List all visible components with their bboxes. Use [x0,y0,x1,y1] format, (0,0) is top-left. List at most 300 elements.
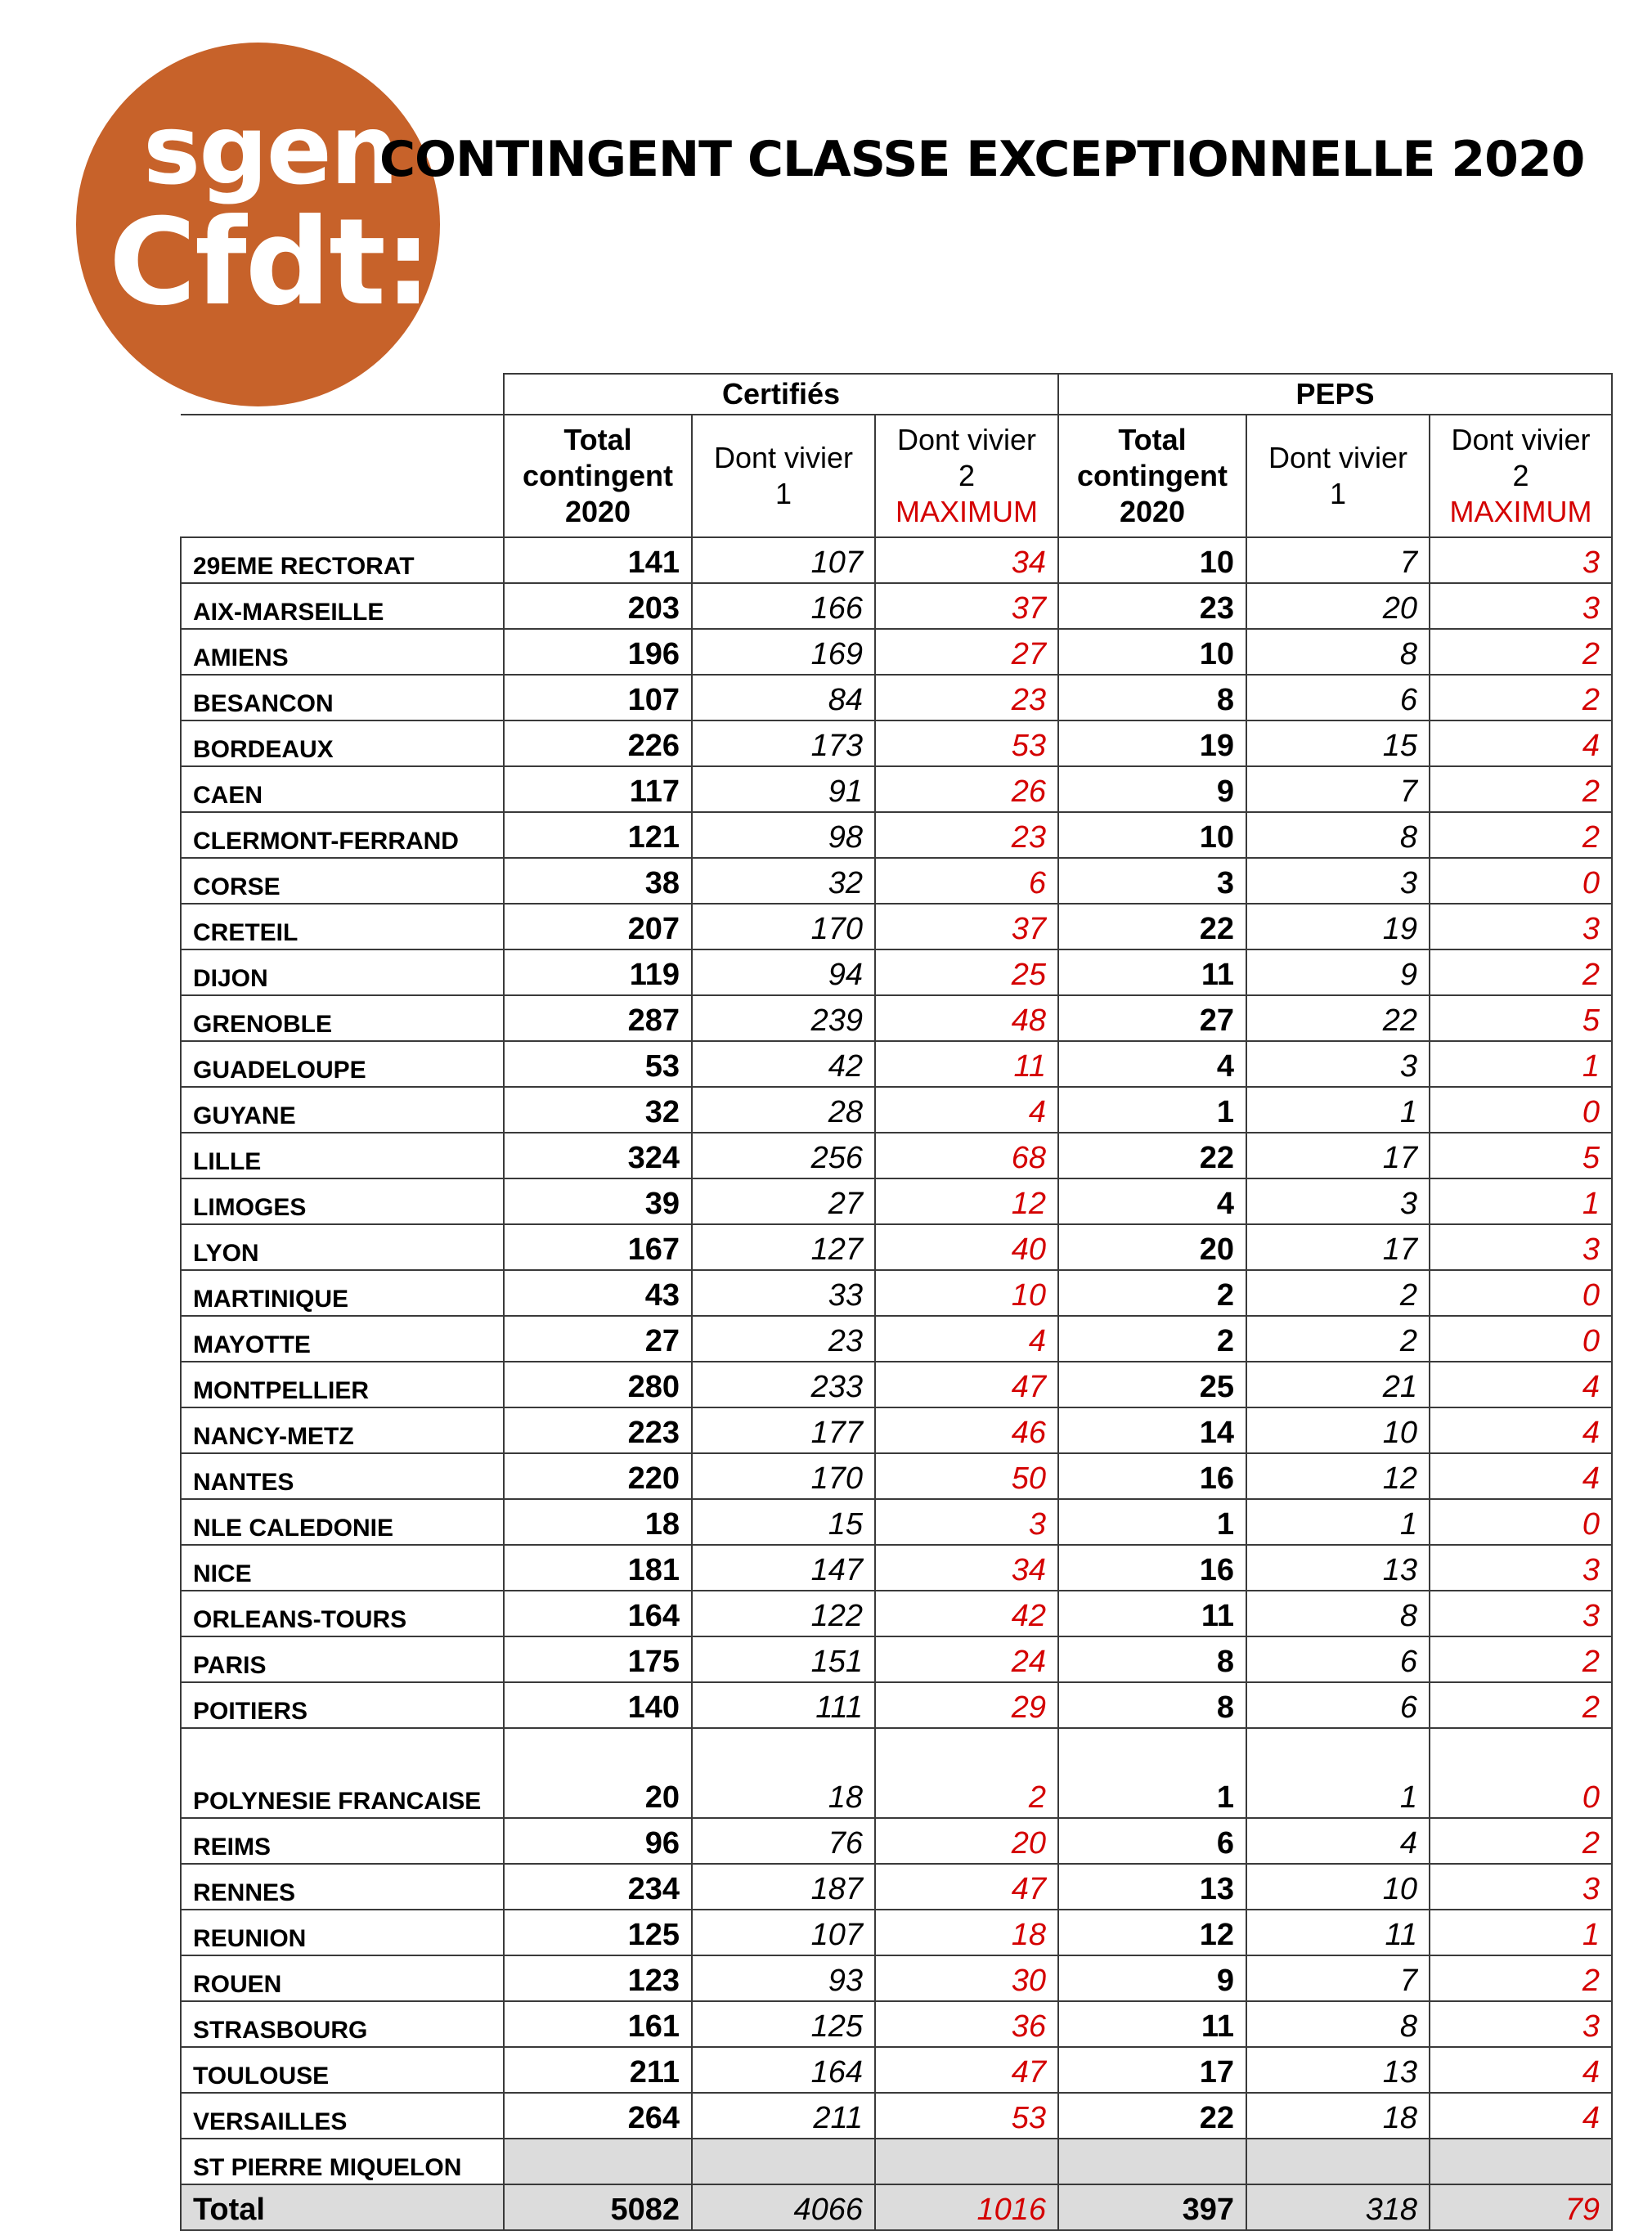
academie-name: POLYNESIE FRANCAISE [181,1728,504,1818]
cell-certifies-total: 223 [504,1407,692,1453]
cell-certifies-vivier1: 151 [692,1636,875,1682]
table-row [181,1087,1612,1133]
cell-peps-vivier2: 2 [1430,1636,1612,1682]
header-peps-total: Total contingent 2020 [1058,415,1246,537]
cell-certifies-total: 121 [504,812,692,858]
total-peps-vivier1: 318 [1246,2184,1430,2230]
table-row [181,1682,1612,1728]
cell-peps-total: 11 [1058,949,1246,995]
academie-name: CLERMONT-FERRAND [181,812,504,858]
total-peps-vivier2: 79 [1430,2184,1612,2230]
cell-certifies-total: 196 [504,629,692,675]
cell-peps-vivier2: 0 [1430,1270,1612,1316]
cell-certifies-vivier2: 11 [875,1041,1058,1087]
cell-peps-vivier1: 11 [1246,1910,1430,1955]
academie-name: MARTINIQUE [181,1270,504,1316]
academie-name: VERSAILLES [181,2093,504,2139]
academie-name: LYON [181,1224,504,1270]
cell-peps-total: 8 [1058,1682,1246,1728]
table-row [181,1453,1612,1499]
cell-peps-vivier1: 6 [1246,1636,1430,1682]
table-row [181,1728,1612,1818]
cell-peps-vivier1: 1 [1246,1499,1430,1545]
cell-certifies-total: 207 [504,904,692,949]
cell-peps-total: 13 [1058,1864,1246,1910]
cell-certifies-vivier2: 10 [875,1270,1058,1316]
cell-peps-vivier2: 2 [1430,1818,1612,1864]
cell-certifies-total: 280 [504,1362,692,1407]
cell-certifies-vivier1: 147 [692,1545,875,1591]
cell-peps-vivier1: 17 [1246,1133,1430,1178]
cell-certifies-total: 96 [504,1818,692,1864]
cell-certifies-total: 167 [504,1224,692,1270]
header-certifies-total: Total contingent 2020 [504,415,692,537]
cell-peps-total: 22 [1058,904,1246,949]
cell-peps-vivier2: 2 [1430,949,1612,995]
cell-peps-vivier1: 20 [1246,583,1430,629]
cell-peps-vivier2: 4 [1430,2093,1612,2139]
cell-certifies-vivier2: 23 [875,812,1058,858]
cell-certifies-vivier2: 46 [875,1407,1058,1453]
cell-certifies-vivier1: 23 [692,1316,875,1362]
cell-certifies-total: 264 [504,2093,692,2139]
cell-peps-vivier2: 1 [1430,1178,1612,1224]
academie-name: POITIERS [181,1682,504,1728]
cell-peps-total: 16 [1058,1545,1246,1591]
cell-certifies-vivier1: 122 [692,1591,875,1636]
cell-certifies-total: 324 [504,1133,692,1178]
cell-certifies-total: 164 [504,1591,692,1636]
cell-certifies-vivier2: 34 [875,537,1058,583]
group-header-certifies: Certifiés [504,374,1058,415]
cell-peps-vivier2: 4 [1430,1362,1612,1407]
cell-certifies-vivier1: 18 [692,1728,875,1818]
header-certifies-vivier2: Dont vivier 2 MAXIMUM [875,415,1058,537]
cell-certifies-total: 161 [504,2001,692,2047]
table-row [181,949,1612,995]
cell-certifies-total: 220 [504,1453,692,1499]
cell-certifies-vivier2: 12 [875,1178,1058,1224]
cell-peps-vivier1: 1 [1246,1087,1430,1133]
cell-certifies-total: 32 [504,1087,692,1133]
cell-peps-vivier2: 4 [1430,720,1612,766]
table-row [181,537,1612,583]
cell-peps-total: 25 [1058,1362,1246,1407]
cell-certifies-total: 117 [504,766,692,812]
cell-peps-vivier1: 8 [1246,2001,1430,2047]
cell-peps-vivier1: 13 [1246,2047,1430,2093]
academie-name: MAYOTTE [181,1316,504,1362]
cell-peps-vivier2: 2 [1430,629,1612,675]
academie-name: GUYANE [181,1087,504,1133]
total-label: Total [181,2184,504,2230]
cell-peps-vivier2: 3 [1430,1864,1612,1910]
cell-certifies-vivier2: 37 [875,904,1058,949]
cell-certifies-vivier2: 30 [875,1955,1058,2001]
cell-peps-vivier2: 0 [1430,858,1612,904]
table-row [181,1818,1612,1864]
cell-certifies-vivier2: 42 [875,1591,1058,1636]
table-row [181,2001,1612,2047]
cell-certifies-vivier1: 32 [692,858,875,904]
cell-certifies-total: 181 [504,1545,692,1591]
cell-certifies-vivier1: 15 [692,1499,875,1545]
academie-name: NANCY-METZ [181,1407,504,1453]
column-header-row [181,415,1612,537]
cell-certifies-vivier1: 239 [692,995,875,1041]
cell-certifies-vivier2: 34 [875,1545,1058,1591]
cell-certifies-vivier2: 53 [875,2093,1058,2139]
academie-name: AMIENS [181,629,504,675]
cell-peps-total: 22 [1058,1133,1246,1178]
academie-name: ORLEANS-TOURS [181,1591,504,1636]
cell-certifies-vivier2: 20 [875,1818,1058,1864]
table-row [181,1864,1612,1910]
cell-certifies-vivier1: 125 [692,2001,875,2047]
table-row [181,1499,1612,1545]
academie-name: NLE CALEDONIE [181,1499,504,1545]
cell-certifies-vivier1: 42 [692,1041,875,1087]
academie-name: LIMOGES [181,1178,504,1224]
cell-certifies-total: 18 [504,1499,692,1545]
cell-certifies-vivier1: 170 [692,904,875,949]
cell-certifies-vivier2: 29 [875,1682,1058,1728]
table-row [181,995,1612,1041]
academie-name: REUNION [181,1910,504,1955]
cell-peps-total: 22 [1058,2093,1246,2139]
cell-certifies-total: 43 [504,1270,692,1316]
cell-peps-total: 27 [1058,995,1246,1041]
group-header-peps: PEPS [1058,374,1612,415]
cell-certifies-vivier2 [875,2139,1058,2184]
cell-certifies-vivier2: 18 [875,1910,1058,1955]
cell-certifies-vivier1: 170 [692,1453,875,1499]
table-row [181,2047,1612,2093]
cell-certifies-vivier1: 94 [692,949,875,995]
academie-name: TOULOUSE [181,2047,504,2093]
academie-name: ST PIERRE MIQUELON [181,2139,504,2184]
cell-peps-vivier2: 5 [1430,1133,1612,1178]
academie-name: BESANCON [181,675,504,720]
cell-peps-vivier1 [1246,2139,1430,2184]
cell-certifies-total: 123 [504,1955,692,2001]
cell-certifies-total: 287 [504,995,692,1041]
cell-peps-total: 10 [1058,629,1246,675]
cell-peps-vivier1: 19 [1246,904,1430,949]
total-row [181,2184,1612,2230]
cell-peps-total: 1 [1058,1087,1246,1133]
cell-certifies-vivier1: 111 [692,1682,875,1728]
cell-peps-vivier1: 8 [1246,629,1430,675]
page-title: CONTINGENT CLASSE EXCEPTIONNELLE 2020 [379,131,1585,188]
cell-peps-vivier2: 3 [1430,904,1612,949]
cell-certifies-vivier2: 4 [875,1087,1058,1133]
academie-name: CRETEIL [181,904,504,949]
cell-peps-vivier2: 0 [1430,1087,1612,1133]
table-row [181,1316,1612,1362]
cell-certifies-vivier1: 164 [692,2047,875,2093]
table-row [181,1133,1612,1178]
cell-certifies-vivier1: 27 [692,1178,875,1224]
table-row [181,2093,1612,2139]
cell-peps-vivier1: 7 [1246,1955,1430,2001]
table-row [181,1636,1612,1682]
cell-peps-vivier2: 2 [1430,812,1612,858]
table-row [181,1910,1612,1955]
cell-certifies-vivier2: 26 [875,766,1058,812]
cell-certifies-total: 27 [504,1316,692,1362]
sgen-cfdt-logo [76,43,440,406]
cell-peps-vivier2: 3 [1430,1224,1612,1270]
cell-certifies-vivier1: 93 [692,1955,875,2001]
cell-peps-total: 9 [1058,766,1246,812]
table-row [181,1545,1612,1591]
table-row [181,904,1612,949]
table-row [181,1362,1612,1407]
table-row [181,766,1612,812]
cell-peps-vivier2: 0 [1430,1728,1612,1818]
cell-peps-vivier2: 4 [1430,1453,1612,1499]
cell-peps-vivier1: 3 [1246,1178,1430,1224]
cell-certifies-vivier1: 173 [692,720,875,766]
cell-peps-total: 19 [1058,720,1246,766]
cell-peps-vivier1: 7 [1246,766,1430,812]
table-row [181,1407,1612,1453]
logo-text-sgen: sgen [143,93,397,206]
header-certifies-vivier1: Dont vivier 1 [692,415,875,537]
cell-certifies-vivier2: 47 [875,1864,1058,1910]
cell-peps-total: 12 [1058,1910,1246,1955]
cell-certifies-vivier1: 187 [692,1864,875,1910]
academie-name: NANTES [181,1453,504,1499]
cell-peps-total: 11 [1058,1591,1246,1636]
cell-certifies-vivier2: 6 [875,858,1058,904]
cell-peps-vivier1: 6 [1246,1682,1430,1728]
cell-certifies-total: 203 [504,583,692,629]
cell-peps-total: 23 [1058,583,1246,629]
contingent-table [180,373,1613,2231]
cell-certifies-total: 140 [504,1682,692,1728]
cell-certifies-vivier1: 28 [692,1087,875,1133]
table-row [181,1041,1612,1087]
cell-peps-total: 4 [1058,1041,1246,1087]
group-header-row [181,374,1612,415]
cell-peps-total: 10 [1058,812,1246,858]
cell-peps-total: 8 [1058,1636,1246,1682]
cell-peps-total: 20 [1058,1224,1246,1270]
cell-peps-vivier2: 1 [1430,1041,1612,1087]
cell-certifies-vivier2: 27 [875,629,1058,675]
cell-certifies-vivier2: 25 [875,949,1058,995]
cell-peps-vivier2: 2 [1430,766,1612,812]
cell-peps-vivier2: 3 [1430,1545,1612,1591]
cell-certifies-total: 39 [504,1178,692,1224]
cell-peps-vivier2: 3 [1430,1591,1612,1636]
cell-peps-vivier1: 7 [1246,537,1430,583]
cell-certifies-vivier1: 84 [692,675,875,720]
cell-peps-total: 11 [1058,2001,1246,2047]
cell-peps-vivier1: 3 [1246,1041,1430,1087]
cell-certifies-vivier1: 177 [692,1407,875,1453]
table-row [181,812,1612,858]
cell-certifies-vivier1: 33 [692,1270,875,1316]
cell-certifies-vivier2: 53 [875,720,1058,766]
cell-peps-total: 9 [1058,1955,1246,2001]
cell-peps-total: 17 [1058,2047,1246,2093]
cell-peps-vivier2: 2 [1430,675,1612,720]
cell-certifies-vivier2: 50 [875,1453,1058,1499]
cell-certifies-total: 226 [504,720,692,766]
cell-peps-total: 1 [1058,1728,1246,1818]
cell-certifies-total: 234 [504,1864,692,1910]
cell-peps-total: 8 [1058,675,1246,720]
cell-certifies-vivier1: 98 [692,812,875,858]
cell-certifies-total: 175 [504,1636,692,1682]
table-row [181,1178,1612,1224]
academie-name: REIMS [181,1818,504,1864]
cell-certifies-vivier1 [692,2139,875,2184]
cell-certifies-vivier1: 107 [692,537,875,583]
cell-peps-total: 3 [1058,858,1246,904]
cell-certifies-total: 20 [504,1728,692,1818]
cell-certifies-vivier1: 256 [692,1133,875,1178]
cell-certifies-total: 125 [504,1910,692,1955]
cell-certifies-vivier2: 36 [875,2001,1058,2047]
cell-certifies-vivier2: 47 [875,2047,1058,2093]
cell-certifies-total: 53 [504,1041,692,1087]
cell-certifies-vivier2: 37 [875,583,1058,629]
academie-name: PARIS [181,1636,504,1682]
logo-text-cfdt: Cfdt: [109,193,431,332]
table-row [181,675,1612,720]
cell-certifies-vivier1: 91 [692,766,875,812]
table-row [181,1591,1612,1636]
total-certifies-total: 5082 [504,2184,692,2230]
cell-peps-vivier2 [1430,2139,1612,2184]
cell-peps-total [1058,2139,1246,2184]
cell-peps-total: 14 [1058,1407,1246,1453]
academie-name: AIX-MARSEILLE [181,583,504,629]
academie-name: CAEN [181,766,504,812]
academie-name: DIJON [181,949,504,995]
cell-peps-vivier1: 17 [1246,1224,1430,1270]
cell-peps-vivier2: 5 [1430,995,1612,1041]
cell-peps-vivier1: 10 [1246,1864,1430,1910]
cell-peps-total: 1 [1058,1499,1246,1545]
total-peps-total: 397 [1058,2184,1246,2230]
blank-cell [181,374,504,415]
cell-certifies-vivier2: 48 [875,995,1058,1041]
cell-certifies-vivier2: 24 [875,1636,1058,1682]
cell-peps-vivier2: 3 [1430,537,1612,583]
cell-peps-vivier2: 0 [1430,1499,1612,1545]
cell-peps-vivier2: 3 [1430,2001,1612,2047]
table-row [181,1955,1612,2001]
cell-peps-vivier2: 2 [1430,1955,1612,2001]
academie-name: STRASBOURG [181,2001,504,2047]
cell-peps-total: 4 [1058,1178,1246,1224]
cell-peps-total: 2 [1058,1270,1246,1316]
cell-peps-vivier1: 21 [1246,1362,1430,1407]
cell-peps-vivier1: 18 [1246,2093,1430,2139]
academie-name: GRENOBLE [181,995,504,1041]
table-row [181,858,1612,904]
cell-certifies-vivier2: 3 [875,1499,1058,1545]
cell-peps-total: 2 [1058,1316,1246,1362]
cell-peps-vivier2: 4 [1430,1407,1612,1453]
cell-peps-vivier2: 0 [1430,1316,1612,1362]
cell-peps-vivier2: 1 [1430,1910,1612,1955]
academie-name: RENNES [181,1864,504,1910]
cell-peps-vivier2: 4 [1430,2047,1612,2093]
academie-name: BORDEAUX [181,720,504,766]
header-peps-vivier2: Dont vivier 2 MAXIMUM [1430,415,1612,537]
cell-peps-vivier1: 6 [1246,675,1430,720]
cell-peps-vivier1: 13 [1246,1545,1430,1591]
table-row [181,583,1612,629]
cell-peps-total: 6 [1058,1818,1246,1864]
academie-name: CORSE [181,858,504,904]
total-certifies-vivier1: 4066 [692,2184,875,2230]
table-row [181,2139,1612,2184]
cell-certifies-total [504,2139,692,2184]
academie-name: MONTPELLIER [181,1362,504,1407]
blank-cell [181,415,504,537]
cell-peps-vivier1: 8 [1246,1591,1430,1636]
cell-peps-vivier1: 3 [1246,858,1430,904]
cell-peps-vivier2: 3 [1430,583,1612,629]
cell-certifies-total: 107 [504,675,692,720]
cell-peps-vivier1: 2 [1246,1316,1430,1362]
cell-peps-vivier1: 15 [1246,720,1430,766]
cell-peps-total: 10 [1058,537,1246,583]
cell-peps-vivier1: 1 [1246,1728,1430,1818]
academie-name: 29EME RECTORAT [181,537,504,583]
cell-certifies-vivier1: 166 [692,583,875,629]
cell-certifies-vivier1: 233 [692,1362,875,1407]
cell-certifies-vivier2: 47 [875,1362,1058,1407]
cell-certifies-vivier2: 40 [875,1224,1058,1270]
cell-peps-vivier1: 8 [1246,812,1430,858]
academie-name: LILLE [181,1133,504,1178]
table-row [181,720,1612,766]
cell-certifies-vivier2: 4 [875,1316,1058,1362]
cell-certifies-vivier1: 107 [692,1910,875,1955]
academie-name: ROUEN [181,1955,504,2001]
academie-name: GUADELOUPE [181,1041,504,1087]
cell-peps-vivier1: 2 [1246,1270,1430,1316]
cell-peps-vivier1: 22 [1246,995,1430,1041]
cell-peps-vivier1: 9 [1246,949,1430,995]
cell-certifies-total: 141 [504,537,692,583]
header-peps-vivier1: Dont vivier 1 [1246,415,1430,537]
cell-certifies-total: 119 [504,949,692,995]
cell-peps-vivier1: 12 [1246,1453,1430,1499]
table-row [181,1270,1612,1316]
cell-certifies-vivier2: 23 [875,675,1058,720]
cell-certifies-total: 38 [504,858,692,904]
cell-certifies-vivier1: 127 [692,1224,875,1270]
cell-certifies-vivier1: 211 [692,2093,875,2139]
academie-name: NICE [181,1545,504,1591]
table-row [181,1224,1612,1270]
cell-peps-vivier1: 4 [1246,1818,1430,1864]
table-row [181,629,1612,675]
cell-certifies-vivier1: 169 [692,629,875,675]
cell-peps-total: 16 [1058,1453,1246,1499]
total-certifies-vivier2: 1016 [875,2184,1058,2230]
cell-certifies-vivier2: 68 [875,1133,1058,1178]
